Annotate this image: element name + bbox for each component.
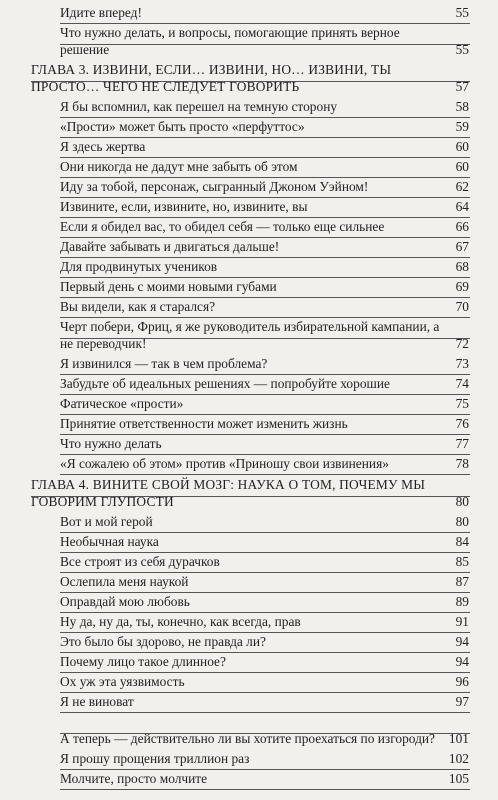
toc-rule-line (60, 572, 470, 573)
toc-entry-title: Молчите, просто молчите (60, 771, 208, 786)
toc-entry-title: Я не виноват (60, 694, 134, 709)
toc-entry-page-number: 60 (455, 139, 469, 154)
toc-rule-line (60, 769, 470, 770)
toc-entry (0, 634, 498, 650)
toc-entry (0, 5, 498, 21)
toc-entry-title: Идите вперед! (60, 5, 142, 20)
toc-entry-title: «Я сожалею об этом» против «Приношу свои извинения» (60, 456, 389, 471)
toc-entry-title: Все строят из себя дурачков (60, 554, 220, 569)
toc-entry-page-number: 68 (455, 259, 469, 274)
toc-entry (0, 119, 498, 135)
toc-rule-line (60, 197, 470, 198)
toc-rule-line (60, 44, 470, 45)
toc-rule-line (60, 414, 470, 415)
toc-rule-line (60, 692, 470, 693)
toc-entry-title: А теперь — действительно ли вы хотите проехаться по изгороди? (60, 731, 435, 746)
toc-entry-title: Извините, если, извините, но, извините, вы (60, 199, 308, 214)
toc-entry (0, 356, 498, 372)
toc-entry (0, 139, 498, 155)
toc-entry (0, 318, 498, 352)
toc-entry (0, 713, 498, 747)
toc-entry-title: Принятие ответственности может изменить жизнь (60, 416, 348, 431)
toc-rule-line (31, 496, 470, 497)
toc-entry (0, 674, 498, 690)
toc-entry (0, 694, 498, 710)
toc-entry (0, 199, 498, 215)
toc-entry-title: Иду за тобой, персонаж, сыгранный Джоном Уэйном! (60, 179, 369, 194)
toc-entry-title: Ослепила меня наукой (60, 574, 189, 589)
toc-entry (0, 416, 498, 432)
toc-entry (0, 614, 498, 630)
toc-entry-page-number: 101 (448, 731, 469, 746)
toc-chapter-heading (0, 476, 498, 510)
toc-rule-line (60, 177, 470, 178)
toc-entry (0, 24, 498, 58)
toc-entry-title: Что нужно делать, и вопросы, помогающие принять верное решение (60, 25, 400, 57)
toc-rule-line (60, 297, 470, 298)
toc-entry (0, 376, 498, 392)
toc-entry-title: Необычная наука (60, 534, 159, 549)
toc-rule-line (60, 217, 470, 218)
toc-rule-line (60, 277, 470, 278)
toc-entry (0, 219, 498, 235)
toc-rule-line (60, 552, 470, 553)
toc-entry (0, 299, 498, 315)
toc-entry-page-number: 70 (455, 299, 469, 314)
toc-entry-title: Для продвинутых учеников (60, 259, 218, 274)
toc-entry-page-number: 58 (455, 99, 469, 114)
toc-entry (0, 179, 498, 195)
toc-entry-title: Я извинился — так в чем проблема? (60, 356, 268, 371)
toc-entry-page-number: 55 (455, 5, 469, 20)
toc-entry (0, 751, 498, 767)
toc-entry-page-number: 73 (455, 356, 469, 371)
toc-entry-title: Оправдай мою любовь (60, 594, 190, 609)
toc-entry (0, 239, 498, 255)
toc-entry-page-number: 67 (455, 239, 469, 254)
toc-entry-title: Ну да, ну да, ты, конечно, как всегда, прав (60, 614, 301, 629)
toc-entry-title: Я прошу прощения триллион раз (60, 751, 250, 766)
toc-entry-title: «Прости» может быть просто «перфуттос» (60, 119, 305, 134)
toc-rule-line (60, 474, 470, 475)
toc-rule-line (60, 137, 470, 138)
toc-entry-page-number: 78 (455, 456, 469, 471)
toc-entry-page-number: 102 (448, 751, 469, 766)
toc-rule-line (60, 454, 470, 455)
toc-entry-page-number: 94 (455, 654, 469, 669)
toc-entry-page-number: 84 (455, 534, 469, 549)
toc-entry-page-number: 75 (455, 396, 469, 411)
toc-entry-title: Черт побери, Фриц, я же руководитель избирательной кампании, а не переводчик! (60, 319, 440, 351)
toc-entry (0, 279, 498, 295)
toc-rule-line (60, 394, 470, 395)
toc-entry-page-number: 85 (455, 554, 469, 569)
toc-entry-title: Вы видели, как я старался? (60, 299, 216, 314)
toc-entry (0, 771, 498, 787)
toc-entry-page-number: 77 (455, 436, 469, 451)
toc-entry-title: ГЛАВА 4. ВИНИТЕ СВОЙ МОЗГ: НАУКА О ТОМ, ПОЧЕМУ МЫ ГОВОРИМ ГЛУПОСТИ (31, 477, 426, 509)
toc-entry-page-number: 80 (455, 494, 469, 509)
toc-entry-page-number: 94 (455, 634, 469, 649)
toc-entry-title: Почему лицо такое длинное? (60, 654, 226, 669)
toc-entry (0, 436, 498, 452)
toc-entry-page-number: 89 (455, 594, 469, 609)
toc-entry-title: Я бы вспомнил, как перешел на темную сторону (60, 99, 338, 114)
toc-rule-line (60, 257, 470, 258)
toc-entry-title: Они никогда не дадут мне забыть об этом (60, 159, 298, 174)
toc-entry-title: ГЛАВА 3. ИЗВИНИ, ЕСЛИ… ИЗВИНИ, НО… ИЗВИНИ, ТЫ ПРОСТО… ЧЕГО НЕ СЛЕДУЕТ ГОВОРИТЬ (31, 62, 392, 94)
toc-entry (0, 259, 498, 275)
toc-entry-page-number: 72 (455, 336, 469, 351)
toc-entry (0, 396, 498, 412)
toc-entry-title: Первый день с моими новыми губами (60, 279, 277, 294)
toc-entry-page-number: 60 (455, 159, 469, 174)
toc-entry-page-number: 80 (455, 514, 469, 529)
toc-chapter-heading (0, 61, 498, 95)
toc-entry-title: Вот и мой герой (60, 514, 153, 529)
toc-entry-page-number: 91 (455, 614, 469, 629)
toc-entry-page-number: 76 (455, 416, 469, 431)
toc-entry-page-number: 96 (455, 674, 469, 689)
toc-entry-page-number: 69 (455, 279, 469, 294)
toc-rule-line (60, 632, 470, 633)
toc-entry-title: Если я обидел вас, то обидел себя — только еще сильнее (60, 219, 385, 234)
toc-entry-page-number: 55 (455, 42, 469, 57)
toc-rule-line (60, 592, 470, 593)
toc-rule-line (60, 434, 470, 435)
toc-rule-line (60, 237, 470, 238)
toc-entry (0, 594, 498, 610)
toc-entry-title: Я здесь жертва (60, 139, 146, 154)
toc-entry (0, 534, 498, 550)
toc-entry (0, 574, 498, 590)
toc-rule-line (60, 733, 470, 734)
toc-entry-title: Давайте забывать и двигаться дальше! (60, 239, 280, 254)
toc-entry-page-number: 64 (455, 199, 469, 214)
toc-entry-page-number: 105 (448, 771, 469, 786)
toc-entry-title: Что нужно делать (60, 436, 162, 451)
toc-entry-page-number: 87 (455, 574, 469, 589)
toc-rule-line (60, 157, 470, 158)
toc-entry-page-number: 66 (455, 219, 469, 234)
toc-entry-page-number: 97 (455, 694, 469, 709)
toc-rule-line (60, 117, 470, 118)
toc-entry (0, 456, 498, 472)
toc-entry-title: Это было бы здорово, не правда ли? (60, 634, 266, 649)
toc-rule-line (60, 338, 470, 339)
toc-entry (0, 654, 498, 670)
toc-entry-title: Ох уж эта уязвимость (60, 674, 185, 689)
toc-rule-line (60, 374, 470, 375)
toc-rule-line (31, 81, 470, 82)
toc-entry-title: Фатическое «прости» (60, 396, 184, 411)
toc-rule-line (60, 789, 470, 790)
toc-rule-line (60, 612, 470, 613)
toc-entry (0, 99, 498, 115)
toc-entry (0, 159, 498, 175)
toc-rule-line (60, 672, 470, 673)
toc-entry (0, 514, 498, 530)
toc-rule-line (60, 532, 470, 533)
toc-entry-title: Забудьте об идеальных решениях — попробуйте хорошие (60, 376, 390, 391)
toc-entry-page-number: 74 (455, 376, 469, 391)
toc-entry-page-number: 62 (455, 179, 469, 194)
toc-entry-page-number: 57 (455, 79, 469, 94)
toc-entry (0, 554, 498, 570)
toc-rule-line (60, 652, 470, 653)
toc-entry-page-number: 59 (455, 119, 469, 134)
